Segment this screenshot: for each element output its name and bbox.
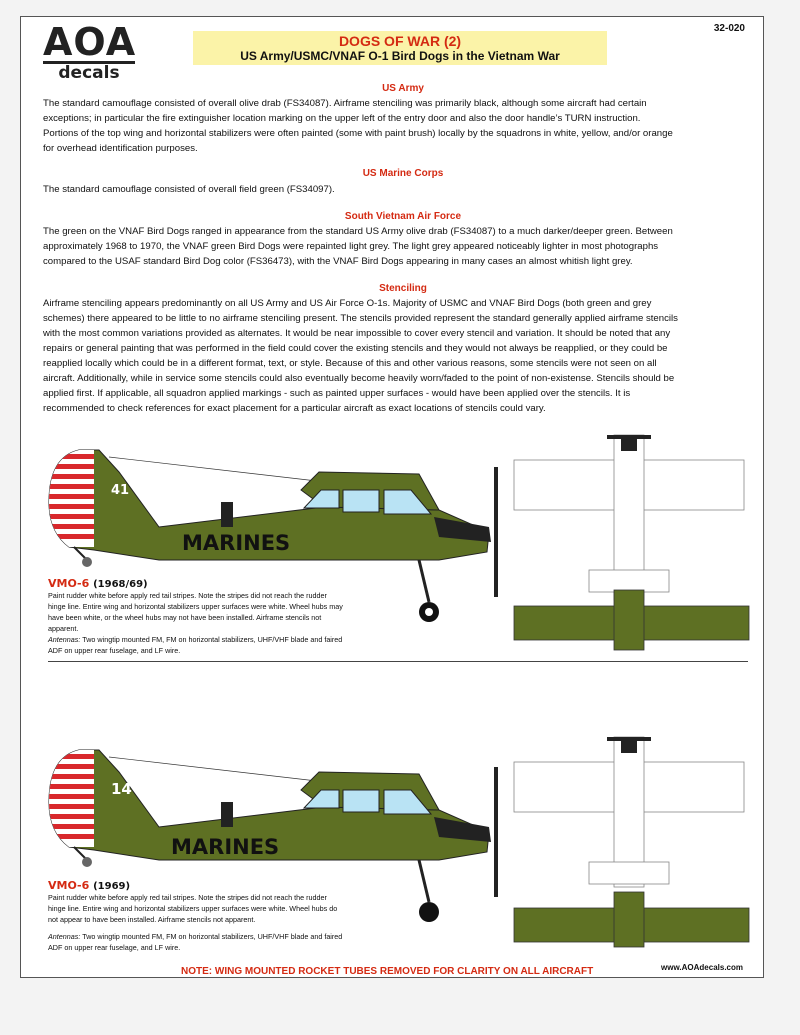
section-text-vnaf — [43, 224, 763, 269]
tail-wheel — [82, 857, 92, 867]
footer-note: NOTE: WING MOUNTED ROCKET TUBES REMOVED FOR CLARITY ON ALL AIRCRAFT — [181, 966, 594, 977]
profile-2-title — [48, 879, 130, 892]
text-line: with the most common variations provided as alternates. It would be near impossible to cover every stencil and variation. It should be noted that any — [43, 328, 671, 339]
profile-1-caption — [48, 590, 398, 656]
section-heading-us-army: US Army — [382, 83, 424, 94]
fuselage-marking: MARINES — [171, 835, 280, 859]
aircraft-plan-views-2 — [509, 732, 759, 962]
text-line: reapplied locally which could be in a different format, text, or style. Because of this and other various reasons, some stencils were not seen on all — [43, 358, 657, 369]
text-line: Portions of the top wing and horizontal stabilizers were often painted (some with paint brush) locally by the squadrons in white, yellow, and/or orange — [43, 128, 673, 139]
logo-text: AOA — [43, 20, 137, 64]
main-gear — [419, 860, 429, 902]
canopy-side — [343, 490, 379, 512]
section-divider — [48, 661, 748, 662]
antenna-text: Two wingtip mounted FM, FM on horizontal stabilizers, UHF/VHF blade and faired — [80, 932, 343, 941]
text-line: for overhead identification purposes. — [43, 143, 198, 154]
antenna-text: ADF on upper rear fuselage, and LF wire. — [48, 943, 181, 952]
unit-years: (1968/69) — [93, 579, 148, 590]
logo-subtext: decals — [43, 61, 135, 82]
text-line: The standard camouflage consisted of overall olive drab (FS34087). Airframe stenciling was primarily black, although some aircraft had certain — [43, 98, 647, 109]
tail-number: 14 — [111, 780, 132, 798]
caption-line: hinge line. Entire wing and horizontal stabilizers upper surfaces were white. Wheel hubs may — [48, 602, 343, 611]
website-link[interactable]: www.AOAdecals.com — [661, 963, 743, 972]
text-line: approximately 1968 to 1970, the VNAF green Bird Dogs were repainted light grey. The light grey appeared noticeably lighter in most photographs — [43, 241, 659, 252]
title-box — [193, 31, 607, 65]
fuselage-marking: MARINES — [182, 531, 291, 555]
profile-1-title — [48, 577, 148, 590]
adf-antenna — [221, 502, 233, 527]
aoa-decals-logo — [43, 20, 137, 83]
antenna-text: Two wingtip mounted FM, FM on horizontal stabilizers, UHF/VHF blade and faired — [80, 635, 343, 644]
main-gear — [419, 560, 429, 602]
profile-2-caption — [48, 892, 398, 953]
text-line: schemes) there appeared to be little to no airframe stenciling present. The stencils provided represent the standard generally applied airframe stencils — [43, 313, 678, 324]
propeller — [494, 467, 498, 597]
product-code: 32-020 — [713, 23, 745, 34]
aircraft-plan-views-1 — [509, 430, 759, 660]
tail-number: 41 — [111, 483, 130, 498]
text-line: repairs or general painting that was performed in the field could cover the existing stencils and they would not always be reapplied, or they could be — [43, 343, 668, 354]
page-title: DOGS OF WAR (2) — [338, 33, 462, 49]
adf-antenna — [221, 802, 233, 827]
text-line: recommended to check references for exact placement for a particular aircraft as exact locations of stencils could vary. — [43, 403, 546, 414]
caption-line: have been white, or the wheel hubs may not have been installed. Airframe stencils not — [48, 613, 322, 622]
caption-line: apparent. — [48, 624, 79, 633]
text-line: compared to the USAF standard Bird Dog color (FS36473), with the VNAF Bird Dogs appearing in many cases an almost whitish light grey. — [43, 256, 633, 267]
unit-years: (1969) — [93, 881, 131, 892]
tail-stripes — [39, 432, 99, 562]
unit-name: VMO-6 — [48, 879, 90, 892]
main-wheel — [419, 902, 439, 922]
tail-stripes — [39, 732, 99, 862]
antenna-line — [48, 634, 398, 645]
section-text-stenciling — [43, 296, 763, 416]
section-heading-vnaf: South Vietnam Air Force — [344, 211, 462, 222]
propeller — [494, 767, 498, 897]
text-line: The standard camouflage consisted of overall field green (FS34097). — [43, 184, 335, 195]
section-heading-usmc: US Marine Corps — [362, 168, 444, 179]
section-heading-stenciling: Stenciling — [379, 283, 427, 294]
text-line: exceptions; in particular the fire extinguisher location marking on the upper left of the entry door and also the door handle’s TURN instruction. — [43, 113, 641, 124]
antenna-line — [48, 931, 398, 942]
text-line: Airframe stenciling appears predominantly on all US Army and US Air Force O-1s. Majority of USMC and VNAF Bird Dogs (both green and grey — [43, 298, 652, 309]
caption-line: hinge line. Entire wing and horizontal stabilizers upper surfaces were white. Wheel hubs do — [48, 904, 338, 913]
antenna-text: ADF on upper rear fuselage, and LF wire. — [48, 646, 181, 655]
caption-line: Paint rudder white before apply red tail stripes. Note the stripes did not reach the rudder — [48, 591, 327, 600]
bottom-view — [514, 892, 749, 947]
text-line: The green on the VNAF Bird Dogs ranged in appearance from the standard US Army olive drab (FS34087) to a much darker/deeper green. Between — [43, 226, 673, 237]
canopy-side — [343, 790, 379, 812]
tail-wheel — [82, 557, 92, 567]
antenna-label: Antennas: — [48, 635, 81, 644]
instruction-sheet — [20, 16, 764, 978]
section-text-us-army — [43, 96, 763, 156]
bottom-view — [514, 590, 749, 650]
text-line: aircraft. Additionally, while in service some stencils could also eventually become heavily worn/faded to the point of non-existense. Stencils should be — [43, 373, 675, 384]
unit-name: VMO-6 — [48, 577, 90, 590]
top-view — [514, 435, 744, 600]
top-view — [514, 737, 744, 887]
text-line: applied first. If applicable, all squadron applied markings - such as painted upper surfaces - would have been applied over the stencils. It is — [43, 388, 631, 399]
caption-line: Paint rudder white before apply red tail stripes. Note the stripes did not reach the rudder — [48, 893, 327, 902]
antenna-label: Antennas: — [48, 932, 81, 941]
section-text-usmc — [43, 182, 763, 197]
caption-line: not appear to have been installed. Airframe stencils not apparent. — [48, 915, 256, 924]
page-subtitle: US Army/USMC/VNAF O-1 Bird Dogs in the Vietnam War — [240, 49, 560, 63]
